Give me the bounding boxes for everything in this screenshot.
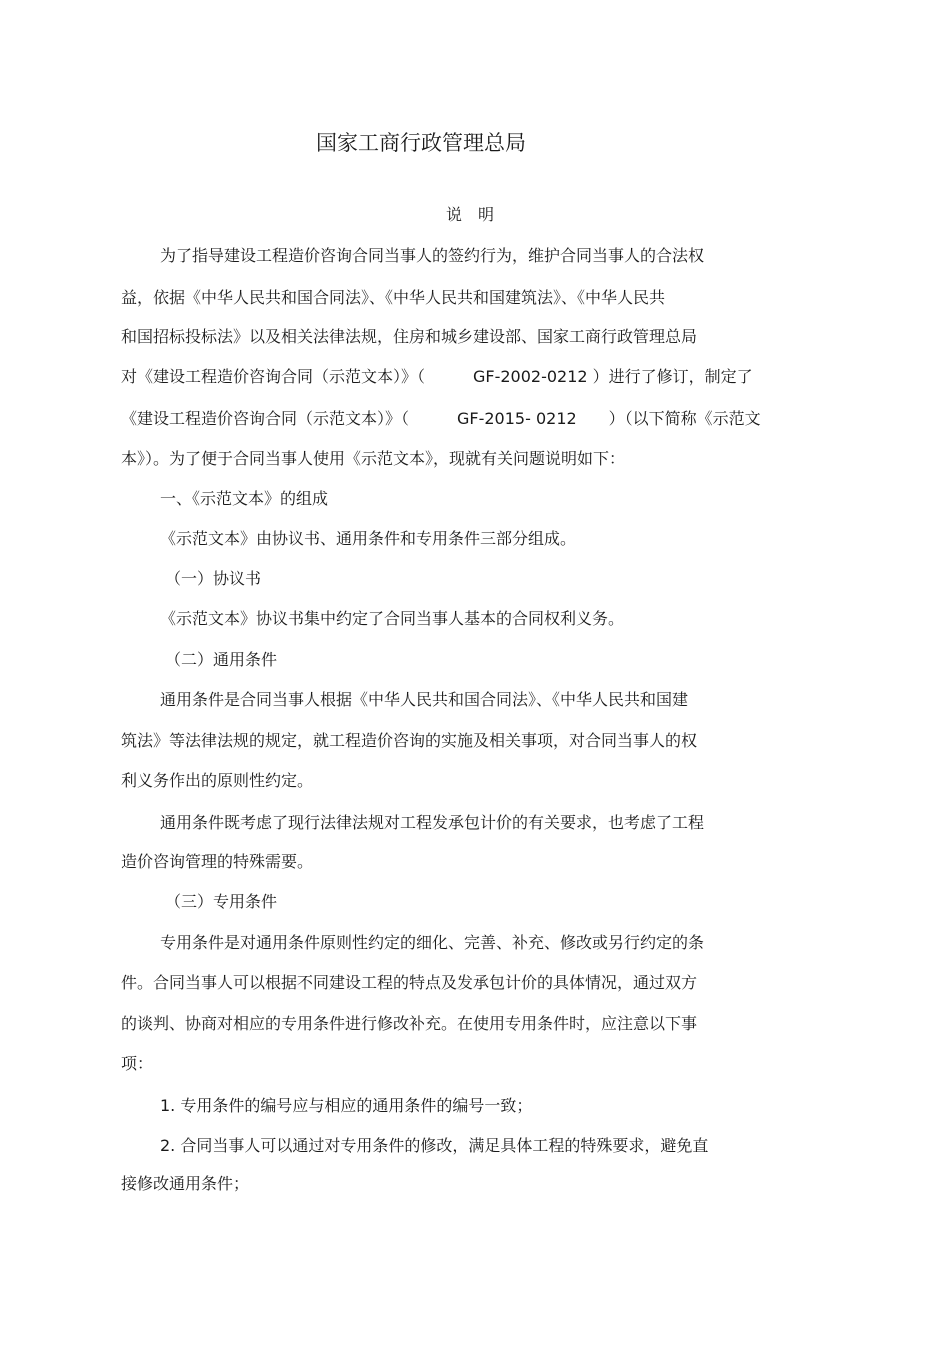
section-heading-1: 一、《示范文本》的组成 [160,489,329,508]
body-line: 筑法》等法律法规的规定，就工程造价咨询的实施及相关事项，对合同当事人的权 [121,731,698,750]
body-line: 《示范文本》由协议书、通用条件和专用条件三部分组成。 [160,529,577,548]
body-line: 《建设工程造价咨询合同（示范文本）》（ GF-2015- 0212 ）（以下简称《示范文 [121,409,761,428]
body-line: 项： [121,1054,154,1073]
subsection-heading: （三）专用条件 [165,892,278,911]
body-line: 造价咨询管理的特殊需要。 [121,852,314,871]
subsection-heading: （一）协议书 [165,569,262,588]
list-item: 2. 合同当事人可以通过对专用条件的修改，满足具体工程的特殊要求，避免直 [160,1136,709,1155]
body-line: 接修改通用条件； [121,1174,250,1193]
section-heading: 说 明 [446,205,495,224]
body-line: 的谈判、协商对相应的专用条件进行修改补充。在使用专用条件时，应注意以下事 [121,1014,698,1033]
body-line: 益，依据《中华人民共和国合同法》、《中华人民共和国建筑法》、《中华人民共 [121,288,666,307]
body-line: 本》）。为了便于合同当事人使用《示范文本》，现就有关问题说明如下： [121,449,626,468]
body-line: 专用条件是对通用条件原则性约定的细化、完善、补充、修改或另行约定的条 [160,933,705,952]
body-line: 《示范文本》协议书集中约定了合同当事人基本的合同权利义务。 [160,609,625,628]
list-item: 1. 专用条件的编号应与相应的通用条件的编号一致； [160,1096,533,1115]
body-line: 为了指导建设工程造价咨询合同当事人的签约行为，维护合同当事人的合法权 [160,246,705,265]
body-line: 利义务作出的原则性约定。 [121,771,314,790]
body-line: 通用条件是合同当事人根据《中华人民共和国合同法》、《中华人民共和国建 [160,690,689,709]
body-line: 对《建设工程造价咨询合同（示范文本）》（ GF-2002-0212 ）进行了修订，制定了 [121,367,753,386]
body-line: 和国招标投标法》以及相关法律法规，住房和城乡建设部、国家工商行政管理总局 [121,327,698,346]
body-line: 件。合同当事人可以根据不同建设工程的特点及发承包计价的具体情况，通过双方 [121,973,698,992]
issuer-title: 国家工商行政管理总局 [316,131,526,155]
body-line: 通用条件既考虑了现行法律法规对工程发承包计价的有关要求，也考虑了工程 [160,813,705,832]
subsection-heading: （二）通用条件 [165,650,278,669]
